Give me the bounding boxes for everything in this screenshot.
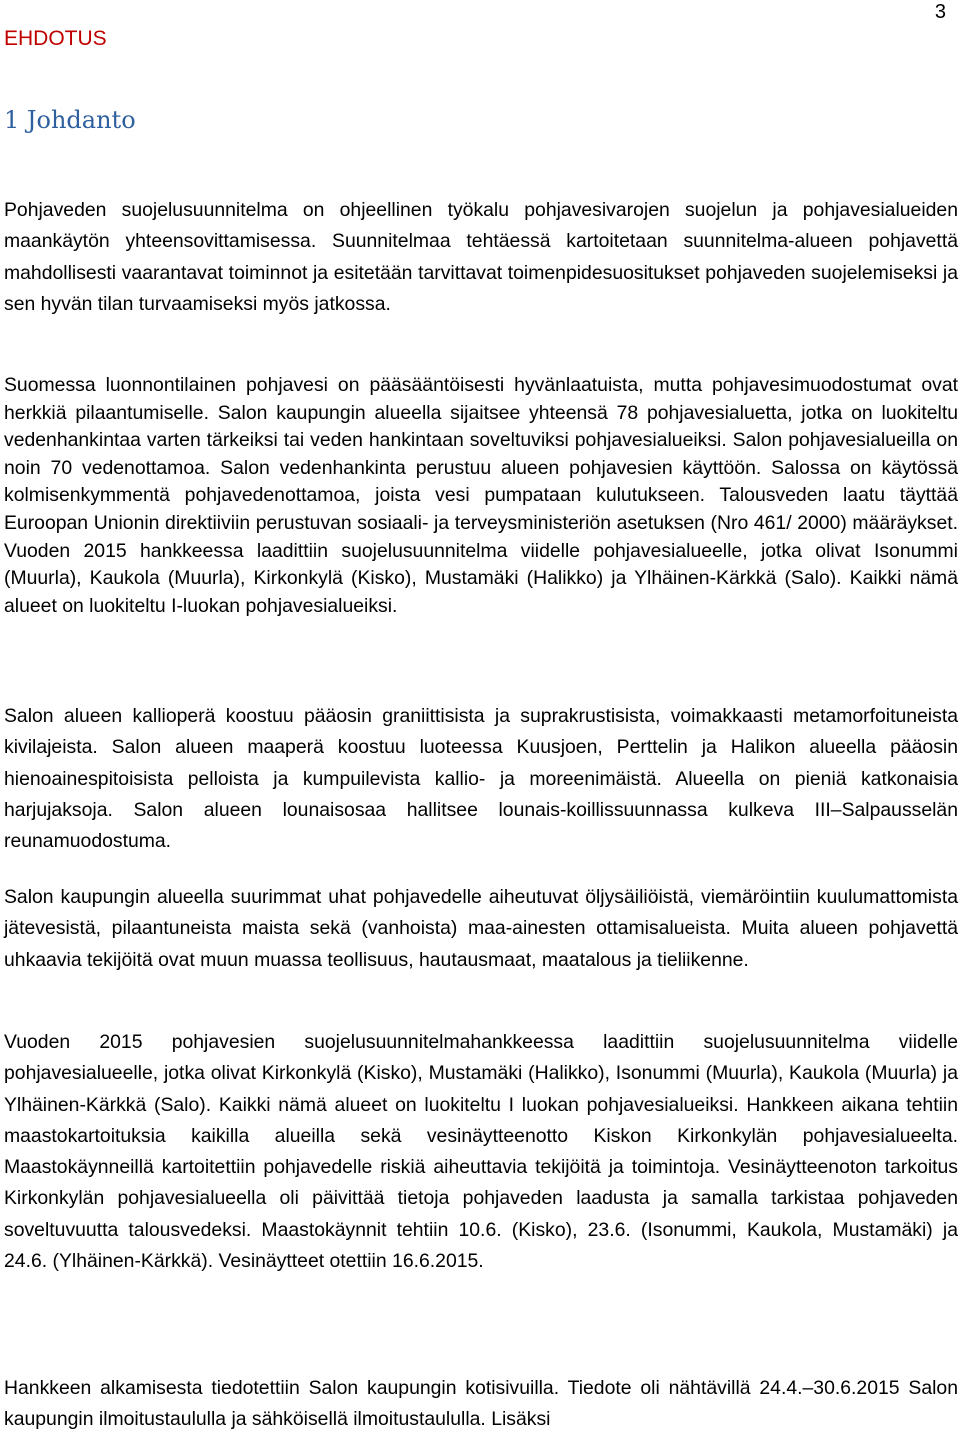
page-number: 3 — [934, 1, 946, 23]
paragraph-geology: Salon alueen kallioperä koostuu pääosin graniittisista ja suprakrustisista, voimakkaasti metamorfoituneista kivilajeista. Salon alueen maaperä koostuu luoteessa Kuusjoen, Perttelin ja Halikon alueella pääosin hienoainespitoisista pelloista ja kumpuilevista kallio- ja moreenimäistä. Alueella on pieniä katkonaisia harjujaksoja. Salon alueen lounaisosaa hallitsee lounais-koillissuunnassa kulkeva III–Salpausselän reunamuodostuma. — [4, 705, 958, 853]
paragraph-groundwater-quality: Suomessa luonnontilainen pohjavesi on pääsääntöisesti hyvänlaatuista, mutta pohjavesimuodostumat ovat herkkiä pilaantumiselle. Salon kaupungin alueella sijaitsee yhteensä 78 pohjavesialuetta, jotka on luokiteltu vedenhankintaa varten tärkeiksi tai veden hankintaan soveltuviksi pohjavesialueiksi. Salon pohjavesialueilla on noin 70 vedenottamoa. Salon vedenhankinta perustuu alueen pohjavesien käyttöön. Salossa on käytössä kolmisenkymmentä pohjavedenottamoa, joista vesi pumpataan kulutukseen. Talousveden laatu täyttää Euroopan Unionin direktiiviin perustuvan sosiaali- ja terveysministeriön asetuksen (Nro 461/ 2000) määräykset. Vuoden 2015 hankkeessa laadittiin suojelusuunnitelma viidelle pohjavesialueelle, jotka olivat Isonummi (Muurla), Kaukola (Muurla), Kirkonkylä (Kisko), Mustamäki (Halikko) ja Ylhäinen-Kärkkä (Salo). Kaikki nämä alueet on luokiteltu I-luokan pohjavesialueiksi. — [4, 374, 958, 617]
paragraph-threats: Salon kaupungin alueella suurimmat uhat pohjavedelle aiheutuvat öljysäiliöistä, viemäröintiin kuulumattomista jätevesistä, pilaantuneista maista sekä (vanhoista) maa-ainesten ottamisalueista. Muita alueen pohjavettä uhkaavia tekijöitä ovat muun muassa teollisuus, hautausmaat, maatalous ja tieliikenne. — [4, 886, 958, 971]
draft-label: EHDOTUS — [4, 27, 107, 50]
paragraph-project-2015: Vuoden 2015 pohjavesien suojelusuunnitelmahankkeessa laadittiin suojelusuunnitelma viidelle pohjavesialueelle, jotka olivat Kirkonkylä (Kisko), Mustamäki (Halikko), Isonummi (Muurla), Kaukola (Muurla) ja Ylhäinen-Kärkkä (Salo). Kaikki nämä alueet on luokiteltu I luokan pohjavesialueiksi. Hankkeen aikana tehtiin maastokartoituksia kaikilla alueilla sekä vesinäytteenotto Kiskon Kirkonkylän pohjavesialueelta. Maastokäynneillä kartoitettiin pohjavedelle riskiä aiheuttavia tekijöitä ja toimintoja. Vesinäytteenoton tarkoitus Kirkonkylän pohjavesialueella oli päivittää tietoja pohjaveden laadusta ja samalla tarkistaa pohjaveden soveltuvuutta talousvedeksi. Maastokäynnit tehtiin 10.6. (Kisko), 23.6. (Isonummi, Kaukola, Mustamäki) ja 24.6. (Ylhäinen-Kärkkä). Vesinäytteet otettiin 16.6.2015. — [4, 1031, 958, 1273]
paragraph-announcement: Hankkeen alkamisesta tiedotettiin Salon kaupungin kotisivuilla. Tiedote oli nähtävillä 24.4.–30.6.2015 Salon kaupungin ilmoitustaululla ja sähköisellä ilmoitustaululla. Lisäksi — [4, 1377, 958, 1431]
section-title: 1 Johdanto — [4, 106, 136, 134]
paragraph-intro: Pohjaveden suojelusuunnitelma on ohjeellinen työkalu pohjavesivarojen suojelun ja pohjavesialueiden maankäytön yhteensovittamisessa. Suunnitelmaa tehtäessä kartoitetaan suunnitelma-alueen pohjavettä mahdollisesti vaarantavat toiminnot ja esitetään tarvittavat toimenpidesuositukset pohjaveden suojelemiseksi ja sen hyvän tilan turvaamiseksi myös jatkossa. — [4, 199, 958, 315]
